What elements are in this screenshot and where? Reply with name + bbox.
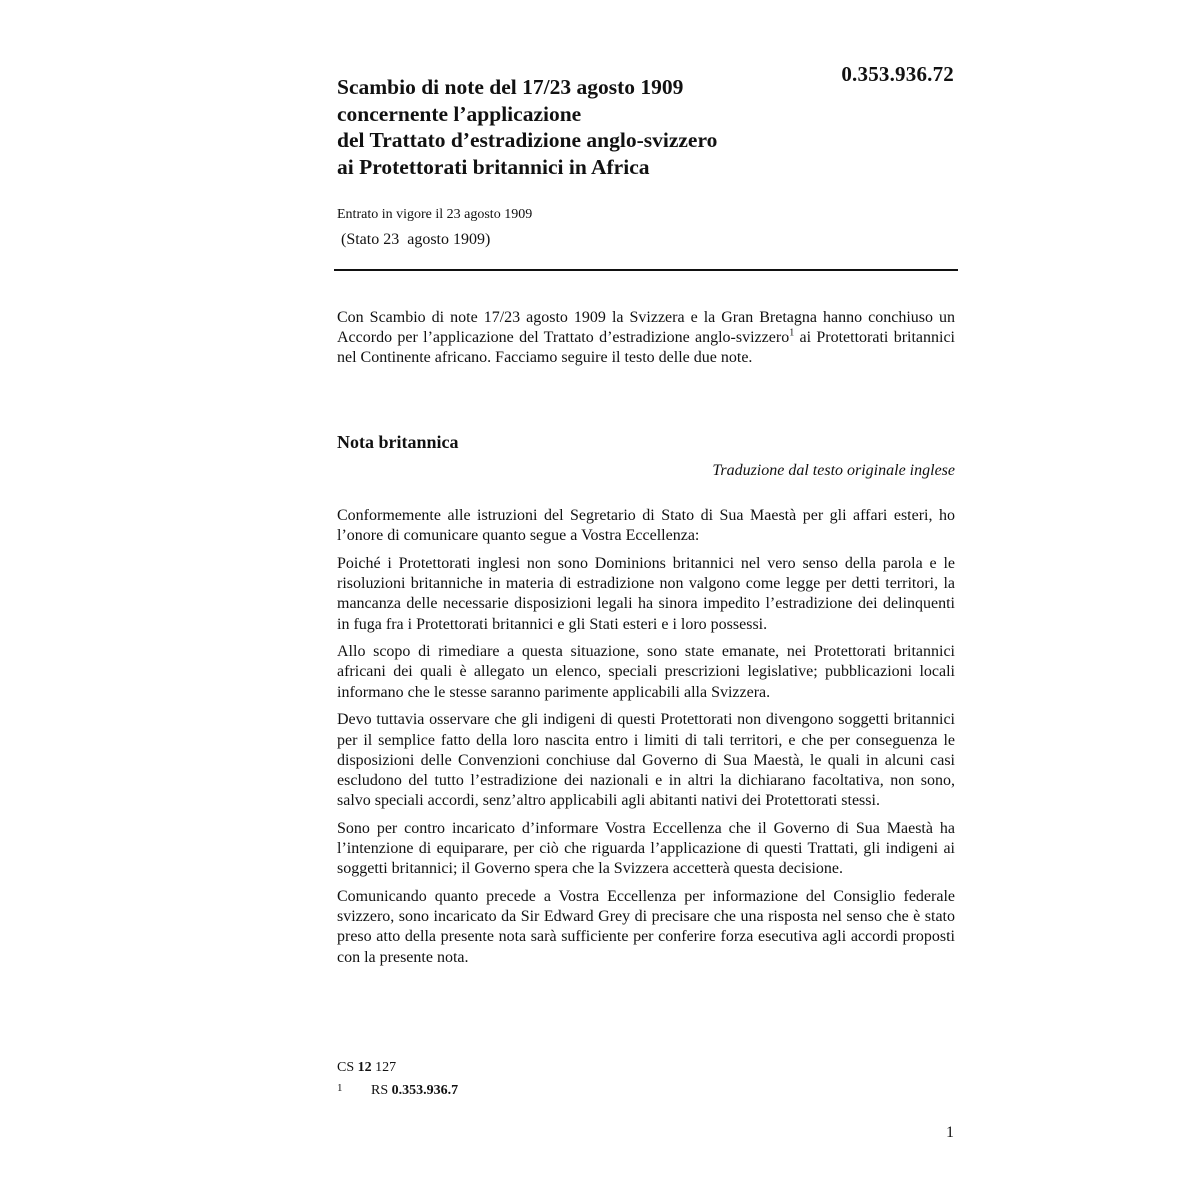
footnote-1: [337, 1078, 458, 1101]
note-paragraph: Sono per contro incaricato d’informare Vostra Eccellenza che il Governo di Sua Maestà ha l’intenzione di equiparare, per ciò che riguarda l’applicazione di questi Trattati, gli indigeni ai soggetti britannici; il Governo spera che la Svizzera accetterà questa decisione.: [337, 819, 955, 878]
note-body: [337, 506, 955, 975]
note-paragraph: Poiché i Protettorati inglesi non sono Dominions britannici nel vero senso della parola e le risoluzioni britanniche in materia di estradizione non valgono come legge per detti territori, la mancanza delle necessarie disposizioni legali ha sinora impedito l’estradizione dei delinquenti in fuga fra i Protettorati britannici e gli Stati esteri e i loro possessi.: [337, 554, 955, 633]
intro-text-after: ai Protettorati britannici nel Continente africano. Facciamo seguire il testo delle due note.: [337, 329, 956, 367]
sr-number: 0.353.936.72: [841, 62, 954, 86]
source-reference: [337, 1058, 458, 1078]
source-prefix: CS: [337, 1060, 355, 1075]
source-page: 127: [375, 1060, 397, 1075]
title-line: del Trattato d’estradizione anglo-svizzero: [337, 128, 718, 152]
footnotes: [337, 1058, 458, 1101]
document-title: [337, 74, 817, 180]
translation-note: Traduzione dal testo originale inglese: [712, 462, 955, 479]
note-paragraph: Conformemente alle istruzioni del Segretario di Stato di Sua Maestà per gli affari esteri, ho l’onore di comunicare quanto segue a Vostra Eccellenza:: [337, 507, 955, 545]
note-paragraph: Devo tuttavia osservare che gli indigeni di questi Protettorati non divengono soggetti britannici per il semplice fatto della loro nascita entro i limiti di tali territori, e che per conseguenza le disposizioni delle Convenzioni conchiuse dal Governo di Sua Maestà, le quali in alcuni casi escludono del tutto l’estradizione dei nazionali e in altri la dichiarano facoltativa, non sono, salvo speciali accordi, senz’altro applicabili agli abitanti nativi dei Protettorati stessi.: [337, 711, 955, 810]
note-paragraph: Allo scopo di rimediare a questa situazione, sono state emanate, nei Protettorati britannici africani dei quali è allegato un elenco, speciali prescrizioni legislative; pubblicazioni locali informano che le stesse saranno parimente applicabili alla Svizzera.: [337, 643, 955, 701]
note-paragraph: Comunicando quanto precede a Vostra Eccellenza per informazione del Consiglio federale svizzero, sono incaricato da Sir Edward Grey di precisare che una risposta nel senso che è stato preso atto della presente nota sarà sufficiente per conferire forza esecutiva agli accordi proposti con la presente nota.: [337, 887, 955, 966]
footnote-link[interactable]: 0.353.936.7: [391, 1083, 459, 1098]
title-line: ai Protettorati britannici in Africa: [337, 154, 650, 179]
section-heading: Nota britannica: [337, 432, 459, 452]
status-date: (Stato 23 agosto 1909): [341, 231, 491, 248]
source-volume: 12: [357, 1060, 372, 1075]
header-divider: [334, 269, 958, 271]
intro-paragraph: [337, 308, 955, 369]
intro-text-before: Con Scambio di note 17/23 agosto 1909 la Svizzera e la Gran Bretagna hanno conchiuso un Accordo per l’applicazione del Trattato d’estradizione anglo-svizzero: [337, 309, 955, 347]
title-line: concernente l’applicazione: [337, 101, 582, 126]
footnote-reference[interactable]: 1: [789, 327, 795, 339]
entry-into-force: Entrato in vigore il 23 agosto 1909: [337, 207, 533, 222]
page-number: 1: [946, 1124, 954, 1141]
footnote-number: 1: [337, 1082, 343, 1094]
footnote-prefix: RS: [371, 1083, 389, 1098]
title-line: Scambio di note del 17/23 agosto 1909: [337, 75, 684, 99]
